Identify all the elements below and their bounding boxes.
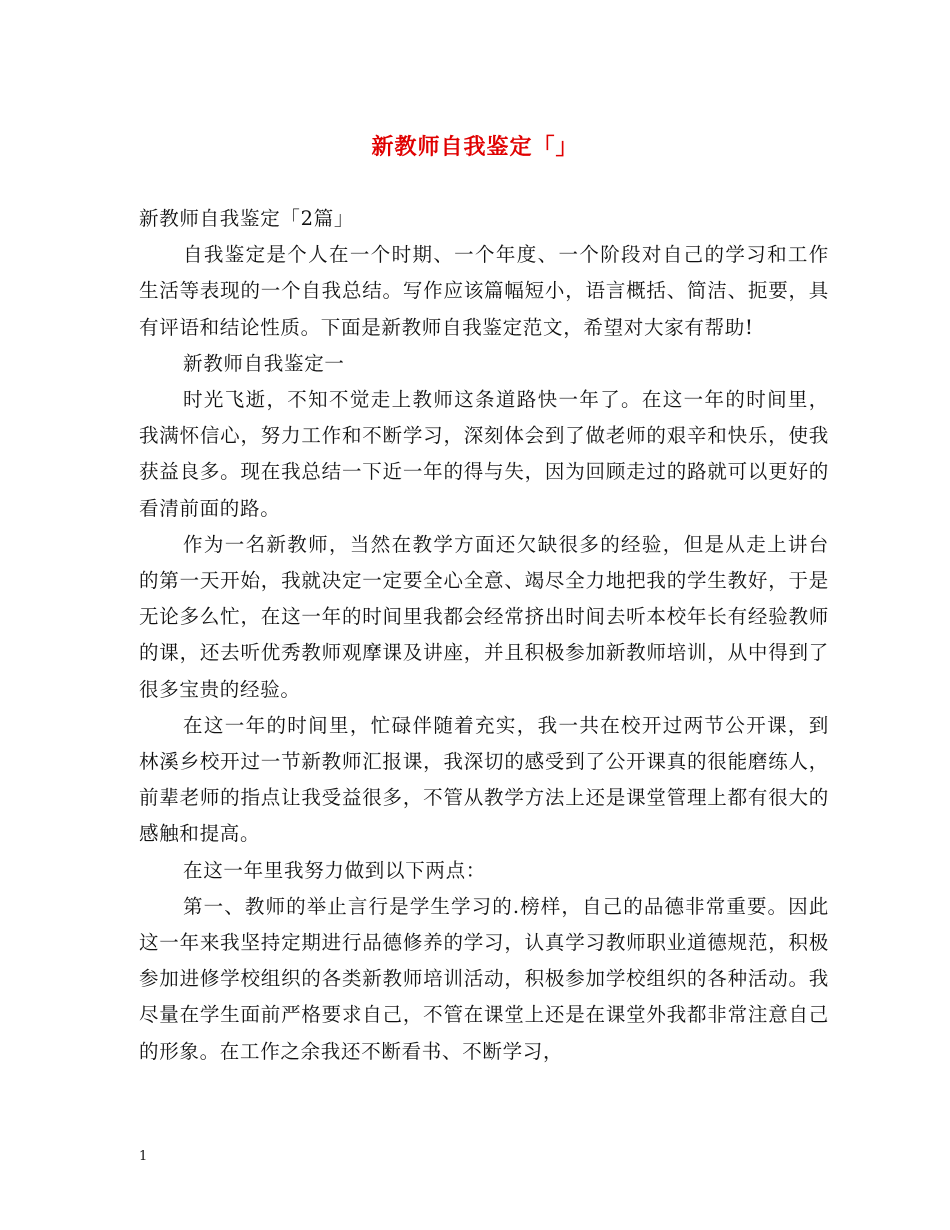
document-body [139, 201, 829, 1070]
paragraph: 在这一年的时间里，忙碌伴随着充实，我一共在校开过两节公开课，到林溪乡校开过一节新教师汇报课，我深切的感受到了公开课真的很能磨练人，前辈老师的指点让我受益很多，不管从教学方法上还是课堂管理上都有很大的感触和提高。 [139, 713, 829, 846]
section-heading: 新教师自我鉴定一 [183, 351, 345, 375]
paragraph: 第一、教师的举止言行是学生学习的.榜样，自己的品德非常重要。因此这一年来我坚持定期进行品德修养的学习，认真学习教师职业道德规范，积极参加进修学校组织的各类新教师培训活动，积极参加学校组织的各种活动。我尽量在学生面前严格要求自己，不管在课堂上还是在课堂外我都非常注意自己的形象。在工作之余我还不断看书、不断学习， [139, 894, 829, 1063]
page-number: 1 [139, 1149, 148, 1164]
paragraph: 在这一年里我努力做到以下两点： [183, 858, 487, 882]
document-subtitle: 新教师自我鉴定「2篇」 [139, 207, 355, 230]
document-title: 新教师自我鉴定「」 [371, 134, 579, 160]
paragraph: 作为一名新教师，当然在教学方面还欠缺很多的经验，但是从走上讲台的第一天开始，我就决定一定要全心全意、竭尽全力地把我的学生教好，于是无论多么忙，在这一年的时间里我都会经常挤出时间去听本校年长有经验教师的课，还去听优秀教师观摩课及讲座，并且积极参加新教师培训，从中得到了很多宝贵的经验。 [139, 532, 829, 701]
paragraph-intro: 自我鉴定是个人在一个时期、一个年度、一个阶段对自己的学习和工作生活等表现的一个自我总结。写作应该篇幅短小，语言概括、简洁、扼要，具有评语和结论性质。下面是新教师自我鉴定范文，希望对大家有帮助! [139, 243, 829, 339]
paragraph: 时光飞逝，不知不觉走上教师这条道路快一年了。在这一年的时间里，我满怀信心，努力工作和不断学习，深刻体会到了做老师的艰辛和快乐，使我获益良多。现在我总结一下近一年的得与失，因为回顾走过的路就可以更好的看清前面的路。 [139, 388, 829, 520]
